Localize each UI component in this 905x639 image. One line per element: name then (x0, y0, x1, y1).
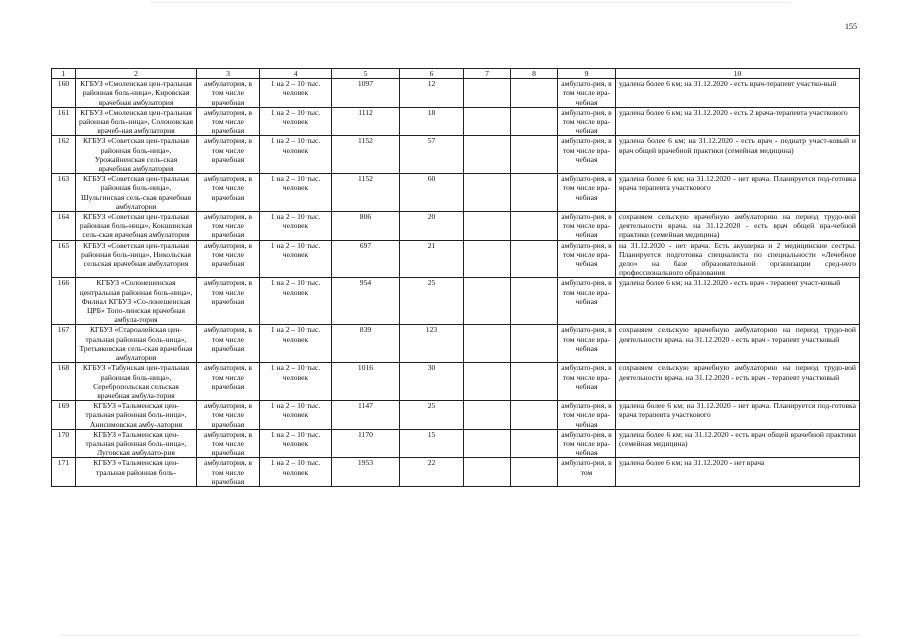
column-6-value: 25 (400, 278, 464, 325)
scan-edge-top (150, 2, 790, 3)
header-cell: 5 (332, 69, 400, 79)
row-number: 171 (52, 458, 76, 487)
table-row (52, 79, 860, 108)
facility-name: КГБУЗ «Тальменская цен-тральная районная боль-ница», Анисимовская амбу-латория (76, 401, 197, 430)
population-norm: 1 на 2 – 10 тыс. человек (260, 79, 332, 108)
facility-type: амбулатория, в том числе врачебная (197, 136, 260, 174)
facility-type: амбулатория, в том числе врачебная (197, 107, 260, 136)
header-cell: 3 (197, 69, 260, 79)
population-norm: 1 на 2 – 10 тыс. человек (260, 212, 332, 241)
population-norm: 1 на 2 – 10 тыс. человек (260, 325, 332, 363)
facility-type: амбулатория, в том числе врачебная (197, 401, 260, 430)
column-7-value (464, 79, 511, 108)
column-7-value (464, 458, 511, 487)
population-norm: 1 на 2 – 10 тыс. человек (260, 401, 332, 430)
column-7-value (464, 136, 511, 174)
facility-name: КГБУЗ «Смоленская цен-тральная районная боль-ница», Солоновская врачеб-ная амбулатория (76, 107, 197, 136)
column-7-value (464, 240, 511, 278)
note: сохраняем сельскую врачебную амбулаторию на период трудо-вой деятельности врача. на 31.12.2020 - есть врач - терапевт участковый (616, 325, 860, 363)
row-number: 164 (52, 212, 76, 241)
column-6-value: 123 (400, 325, 464, 363)
note: сохраняем сельскую врачебную амбулаторию на период трудо-вой деятельности врача. на 31.12.2020 - есть врач - терапевт участковый (616, 363, 860, 401)
population-norm: 1 на 2 – 10 тыс. человек (260, 429, 332, 458)
note: удалена более 6 км; на 31.12.2020 - нет врача. Планируется под-готовка врача терапевта участкового (616, 401, 860, 430)
table-row (52, 240, 860, 278)
table-row (52, 136, 860, 174)
planned-type: амбулато-рия, в том числе вра-чебная (558, 136, 616, 174)
column-7-value (464, 429, 511, 458)
column-6-value: 25 (400, 401, 464, 430)
facility-type: амбулатория, в том числе врачебная (197, 174, 260, 212)
facilities-table (51, 68, 860, 487)
column-8-value (511, 79, 558, 108)
column-5-value: 954 (332, 278, 400, 325)
planned-type: амбулато-рия, в том (558, 458, 616, 487)
population-norm: 1 на 2 – 10 тыс. человек (260, 136, 332, 174)
column-8-value (511, 401, 558, 430)
planned-type: амбулато-рия, в том числе вра-чебная (558, 363, 616, 401)
column-6-value: 12 (400, 79, 464, 108)
column-5-value: 1152 (332, 174, 400, 212)
column-5-value: 1147 (332, 401, 400, 430)
header-cell: 7 (464, 69, 511, 79)
column-6-value: 15 (400, 429, 464, 458)
column-5-value: 697 (332, 240, 400, 278)
note: на 31.12.2020 - нет врача. Есть акушерка и 2 медицинские сестры. Планируется подготовка специалиста по специальности «Лечебное дело» на базе образовательной организации сред-него профессионального образования (616, 240, 860, 278)
note: удалена более 6 км; на 31.12.2020 - есть врач-терапевт участко-вый (616, 79, 860, 108)
planned-type: амбулато-рия, в том числе вра-чебная (558, 107, 616, 136)
note: удалена более 6 км; на 31.12.2020 - есть врач - терапевт участ-ковый (616, 278, 860, 325)
column-7-value (464, 401, 511, 430)
column-6-value: 22 (400, 458, 464, 487)
table-row (52, 325, 860, 363)
facility-type: амбулатория, в том числе врачебная (197, 325, 260, 363)
column-6-value: 60 (400, 174, 464, 212)
column-8-value (511, 325, 558, 363)
row-number: 167 (52, 325, 76, 363)
facility-type: амбулатория, в том числе врачебная (197, 429, 260, 458)
row-number: 168 (52, 363, 76, 401)
facility-name: КГБУЗ «Советская цен-тральная районная боль-ница», Кокшинская сель-ская врачебная амбулатория (76, 212, 197, 241)
row-number: 163 (52, 174, 76, 212)
header-cell: 1 (52, 69, 76, 79)
planned-type: амбулато-рия, в том числе вра-чебная (558, 325, 616, 363)
facility-type: амбулатория, в том числе врачебная (197, 212, 260, 241)
planned-type: амбулато-рия, в том числе вра-чебная (558, 278, 616, 325)
facility-type: амбулатория, в том числе врачебная (197, 363, 260, 401)
facility-type: амбулатория, в том числе врачебная (197, 278, 260, 325)
header-cell: 10 (616, 69, 860, 79)
row-number: 169 (52, 401, 76, 430)
page-number: 155 (845, 22, 857, 31)
population-norm: 1 на 2 – 10 тыс. человек (260, 363, 332, 401)
row-number: 170 (52, 429, 76, 458)
facility-name: КГБУЗ «Смоленская цен-тральная районная боль-ница», Кировская врачебная амбулатория (76, 79, 197, 108)
column-5-value: 1170 (332, 429, 400, 458)
table-row (52, 363, 860, 401)
population-norm: 1 на 2 – 10 тыс. человек (260, 240, 332, 278)
facility-type: амбулатория, в том числе врачебная (197, 458, 260, 487)
note: удалена более 6 км; на 31.12.2020 - нет врача (616, 458, 860, 487)
population-norm: 1 на 2 – 10 тыс. человек (260, 458, 332, 487)
planned-type: амбулато-рия, в том числе вра-чебная (558, 429, 616, 458)
table-row (52, 107, 860, 136)
scan-edge-bottom (60, 635, 860, 636)
facility-name: КГБУЗ «Советская цен-тральная районная боль-ница», Никольская сельская врачебная амбулатория (76, 240, 197, 278)
column-6-value: 57 (400, 136, 464, 174)
row-number: 162 (52, 136, 76, 174)
table-row (52, 458, 860, 487)
facility-name: КГБУЗ «Советская цен-тральная районная боль-ница», Урожайненская сель-ская врачебная амбулатория (76, 136, 197, 174)
facility-name: КГБУЗ «Тальменская цен-тральная районная боль- (76, 458, 197, 487)
header-cell: 8 (511, 69, 558, 79)
planned-type: амбулато-рия, в том числе вра-чебная (558, 401, 616, 430)
row-number: 166 (52, 278, 76, 325)
column-5-value: 1152 (332, 136, 400, 174)
column-7-value (464, 212, 511, 241)
table-row (52, 401, 860, 430)
note: удалена более 6 км; на 31.12.2020 - нет врача. Планируется под-готовка врача терапевта участкового (616, 174, 860, 212)
column-7-value (464, 174, 511, 212)
row-number: 161 (52, 107, 76, 136)
header-row (52, 69, 860, 79)
table-row (52, 174, 860, 212)
planned-type: амбулато-рия, в том числе вра-чебная (558, 240, 616, 278)
table-row (52, 212, 860, 241)
population-norm: 1 на 2 – 10 тыс. человек (260, 107, 332, 136)
facility-name: КГБУЗ «Солонешенская центральная районная боль-ница», Филиал КГБУЗ «Со-лонешенская ЦРБ» Топо-линская врачебная амбула-тория (76, 278, 197, 325)
header-cell: 2 (76, 69, 197, 79)
column-6-value: 20 (400, 212, 464, 241)
column-8-value (511, 363, 558, 401)
note: удалена более 6 км; на 31.12.2020 - есть врач общей врачебной практики (семейная медицина) (616, 429, 860, 458)
facility-name: КГБУЗ «Советская цен-тральная районная боль-ница», Шульгинская сель-ская врачебная амбулатория (76, 174, 197, 212)
column-8-value (511, 136, 558, 174)
facility-type: амбулатория, в том числе врачебная (197, 240, 260, 278)
column-8-value (511, 278, 558, 325)
column-5-value: 1112 (332, 107, 400, 136)
planned-type: амбулато-рия, в том числе вра-чебная (558, 79, 616, 108)
note: удалена более 6 км; на 31.12.2020 - есть врач - педиатр участ-ковый и врач общей врачебной практики (семейная медицина) (616, 136, 860, 174)
column-8-value (511, 240, 558, 278)
column-5-value: 839 (332, 325, 400, 363)
column-7-value (464, 107, 511, 136)
table-row (52, 278, 860, 325)
population-norm: 1 на 2 – 10 тыс. человек (260, 174, 332, 212)
column-7-value (464, 363, 511, 401)
header-cell: 9 (558, 69, 616, 79)
column-8-value (511, 458, 558, 487)
column-6-value: 18 (400, 107, 464, 136)
note: удалена более 6 км; на 31.12.2020 - есть 2 врача-терапевта участкового (616, 107, 860, 136)
header-cell: 6 (400, 69, 464, 79)
column-7-value (464, 325, 511, 363)
note: сохраняем сельскую врачебную амбулаторию на период трудо-вой деятельности врача. на 31.12.2020 - есть врач общей вра-чебной практики (семейная медицина) (616, 212, 860, 241)
column-8-value (511, 429, 558, 458)
column-8-value (511, 107, 558, 136)
facility-type: амбулатория, в том числе врачебная (197, 79, 260, 108)
column-5-value: 1097 (332, 79, 400, 108)
column-6-value: 21 (400, 240, 464, 278)
column-5-value: 806 (332, 212, 400, 241)
facility-name: КГБУЗ «Староалейская цен-тральная районная боль-ница», Третьяковская сель-ская врачебная амбулатория (76, 325, 197, 363)
column-8-value (511, 174, 558, 212)
column-8-value (511, 212, 558, 241)
facility-name: КГБУЗ «Табунская цен-тральная районная боль-ница», Серебропольская сельская врачебная амбула-тория (76, 363, 197, 401)
population-norm: 1 на 2 – 10 тыс. человек (260, 278, 332, 325)
column-6-value: 30 (400, 363, 464, 401)
column-5-value: 1953 (332, 458, 400, 487)
planned-type: амбулато-рия, в том числе вра-чебная (558, 174, 616, 212)
table-row (52, 429, 860, 458)
column-7-value (464, 278, 511, 325)
column-5-value: 1016 (332, 363, 400, 401)
row-number: 165 (52, 240, 76, 278)
planned-type: амбулато-рия, в том числе вра-чебная (558, 212, 616, 241)
row-number: 160 (52, 79, 76, 108)
facility-name: КГБУЗ «Тальменская цен-тральная районная боль-ница», Луговская амбулато-рия (76, 429, 197, 458)
header-cell: 4 (260, 69, 332, 79)
